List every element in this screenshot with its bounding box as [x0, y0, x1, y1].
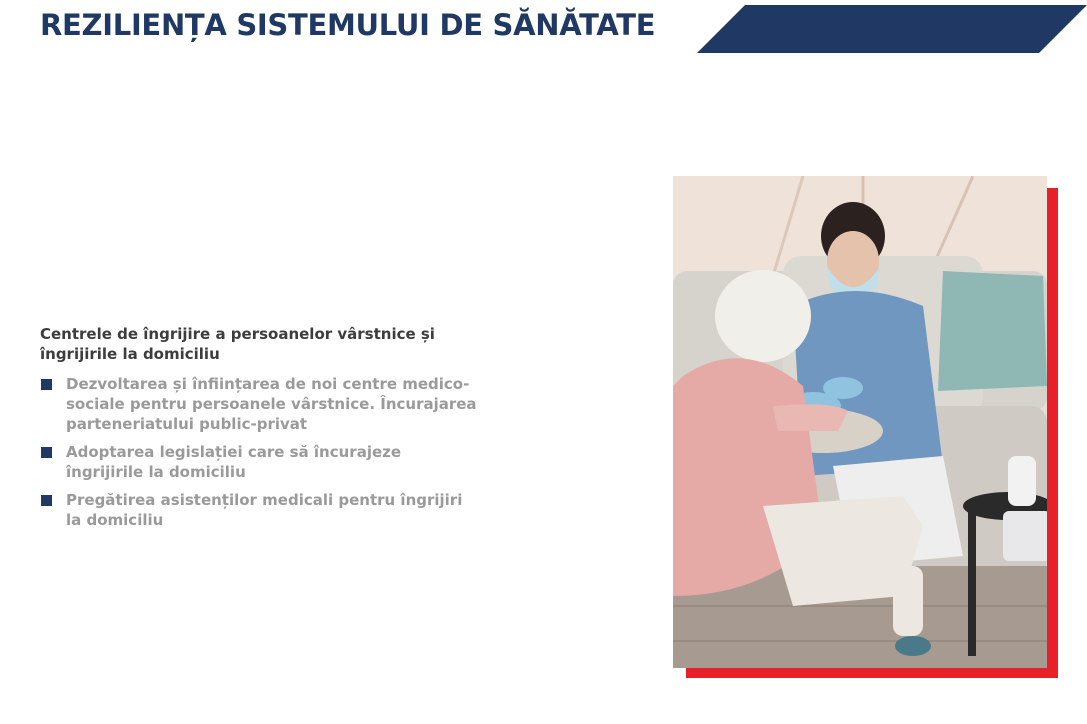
care-photo-illustration: [673, 176, 1047, 668]
care-photo: [673, 176, 1047, 668]
bullet-text: Dezvoltarea și înființarea de noi centre medico-sociale pentru persoanele vârstnice. Încurajarea parteneriatului public-privat: [66, 375, 477, 433]
content-block: [40, 324, 480, 538]
square-bullet-icon: [41, 447, 52, 458]
section-heading: Centrele de îngrijire a persoanelor vârstnice și îngrijirile la domiciliu: [40, 325, 435, 363]
page-title: REZILIENȚA SISTEMULUI DE SĂNĂTATE: [40, 8, 656, 42]
bullet-text: Pregătirea asistenților medicali pentru îngrijiri la domiciliu: [66, 491, 463, 529]
bullet-text: Adoptarea legislației care să încurajeze îngrijirile la domiciliu: [66, 443, 402, 481]
bullet-item: [40, 490, 480, 530]
square-bullet-icon: [41, 379, 52, 390]
bullet-item: [40, 442, 480, 482]
square-bullet-icon: [41, 495, 52, 506]
bullet-item: [40, 374, 480, 434]
bullet-list: [40, 374, 480, 530]
title-banner-shape: [697, 5, 1087, 53]
